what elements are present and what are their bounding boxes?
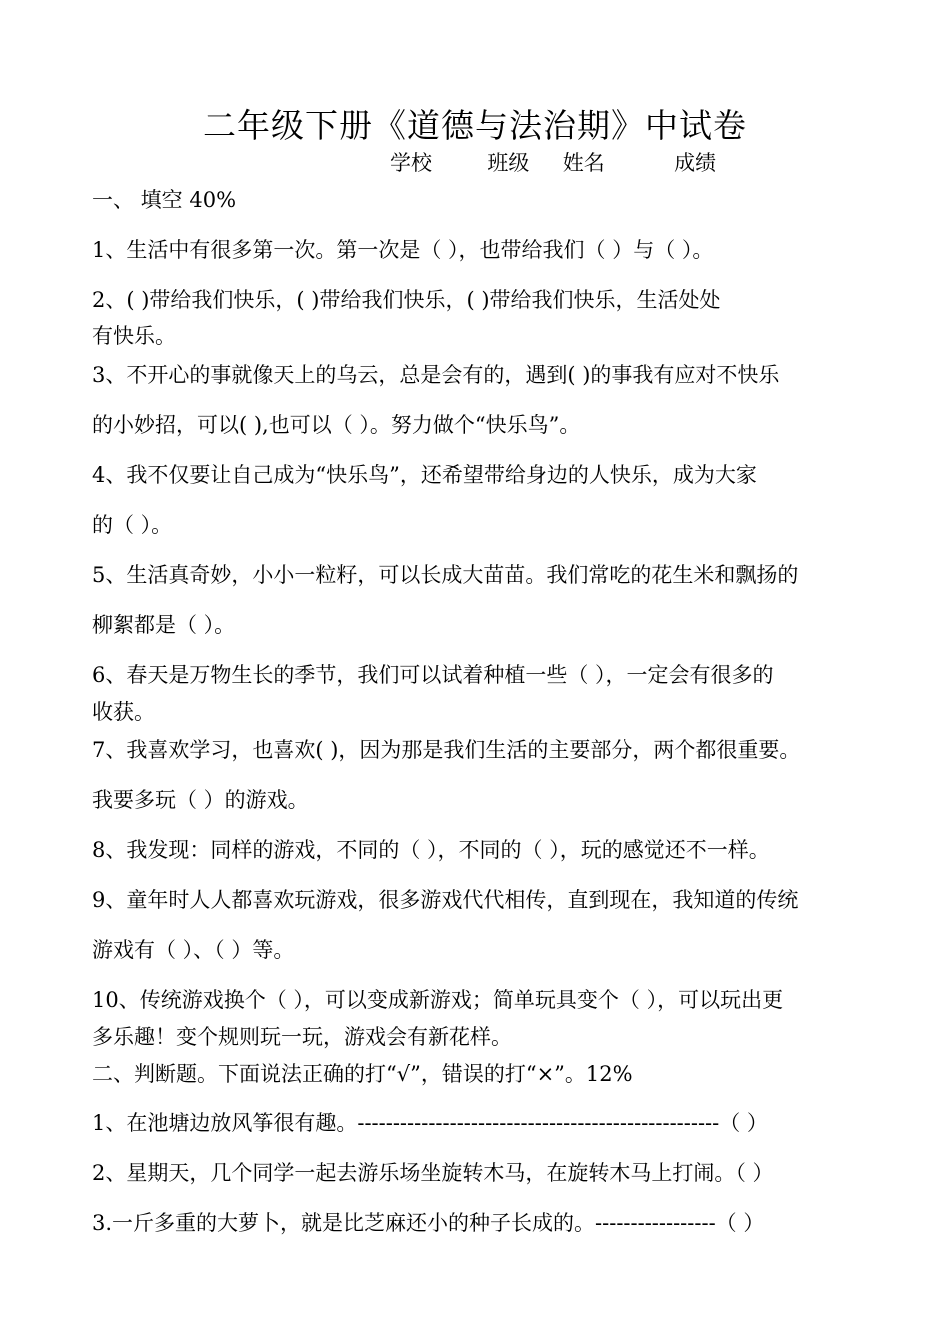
score-label: 成绩 (674, 151, 717, 175)
exam-title: 二年级下册《道德与法治期》中试卷 (203, 106, 747, 145)
exam-text-line: 2、星期天，几个同学一起去游乐场坐旋转木马，在旋转木马上打闹。（ ） (92, 1161, 774, 1185)
exam-text-line: 5、生活真奇妙，小小一粒籽，可以长成大苗苗。我们常吃的花生米和飘扬的 (92, 563, 799, 587)
exam-text-line: 6、春天是万物生长的季节，我们可以试着种植一些（ ），一定会有很多的 (92, 663, 774, 687)
exam-text-line: 3.一斤多重的大萝卜，就是比芝麻还小的种子长成的。-----------------（ ） (92, 1211, 765, 1235)
student-info-row (390, 147, 716, 177)
exam-text-line: 的小妙招，可以( ),也可以（ ）。努力做个“快乐鸟”。 (92, 413, 581, 437)
exam-text-line: 柳絮都是（ ）。 (92, 613, 236, 637)
exam-text-line: 9、童年时人人都喜欢玩游戏，很多游戏代代相传，直到现在，我知道的传统 (92, 888, 799, 912)
exam-text-line: 多乐趣！变个规则玩一玩，游戏会有新花样。 (92, 1025, 512, 1049)
school-label: 学校 (390, 151, 432, 175)
exam-text-line: 二、判断题。下面说法正确的打“√”，错误的打“×”。12% (92, 1062, 633, 1086)
exam-text-line: 的（ ）。 (92, 513, 173, 537)
name-label: 姓名 (562, 151, 605, 175)
class-label: 班级 (487, 151, 530, 175)
exam-text-line: 我要多玩（ ）的游戏。 (92, 788, 309, 812)
exam-text-line: 4、我不仅要让自己成为“快乐鸟”，还希望带给身边的人快乐，成为大家 (92, 463, 757, 487)
exam-text-line: 10、传统游戏换个（ ），可以变成新游戏；简单玩具变个（ ），可以玩出更 (92, 988, 784, 1012)
exam-text-line: 收获。 (92, 700, 155, 724)
exam-text-line: 一、 填空 40% (92, 188, 237, 212)
exam-text-line: 2、( )带给我们快乐，( )带给我们快乐，( )带给我们快乐，生活处处 (92, 288, 721, 312)
exam-text-line: 1、生活中有很多第一次。第一次是（ ），也带给我们（ ）与（ ）。 (92, 238, 714, 262)
exam-text-line: 有快乐。 (92, 324, 176, 348)
exam-text-line: 8、我发现：同样的游戏，不同的（ ），不同的（ ），玩的感觉还不一样。 (92, 838, 770, 862)
exam-text-line: 3、不开心的事就像天上的乌云，总是会有的，遇到( )的事我有应对不快乐 (92, 363, 780, 387)
exam-text-line: 7、我喜欢学习，也喜欢( )，因为那是我们生活的主要部分，两个都很重要。 (92, 738, 801, 762)
exam-text-line: 游戏有（ ）、（ ）等。 (92, 938, 295, 962)
exam-text-line: 1、在池塘边放风筝很有趣。---------------------------------------------------（ ） (92, 1111, 768, 1135)
